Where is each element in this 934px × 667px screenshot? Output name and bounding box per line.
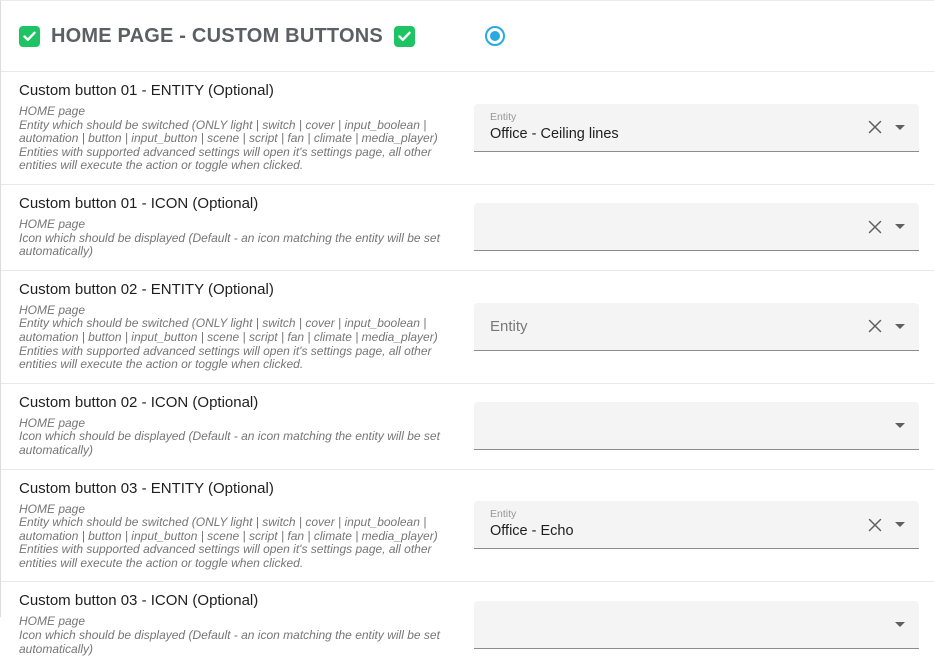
setting-description: HOME page Icon which should be displayed (Default - an icon matching the entity will be set automatically) bbox=[19, 614, 440, 656]
setting-row-button03-icon bbox=[1, 581, 934, 667]
setting-title: Custom button 02 - ENTITY (Optional) bbox=[19, 280, 274, 298]
checkmark-icon bbox=[23, 31, 36, 42]
setting-description: HOME page Icon which should be displayed (Default - an icon matching the entity will be set automatically) bbox=[19, 415, 440, 457]
clear-icon[interactable] bbox=[866, 218, 884, 236]
setting-row-button03-entity bbox=[1, 469, 934, 582]
checkmark-icon bbox=[398, 31, 411, 42]
entity-dropdown-button03[interactable] bbox=[474, 501, 919, 549]
setting-row-button01-entity bbox=[1, 71, 934, 184]
setting-description: HOME page Icon which should be displayed (Default - an icon matching the entity will be set automatically) bbox=[19, 216, 440, 259]
section-title: HOME PAGE - CUSTOM BUTTONS bbox=[51, 24, 383, 47]
dropdown-caret-icon[interactable] bbox=[895, 125, 905, 130]
section-checkbox-left[interactable] bbox=[19, 26, 40, 47]
dropdown-caret-icon[interactable] bbox=[895, 522, 905, 527]
clear-icon[interactable] bbox=[866, 118, 884, 136]
entity-dropdown-button01[interactable] bbox=[474, 104, 919, 152]
clear-icon[interactable] bbox=[866, 317, 884, 335]
setting-description: HOME page Entity which should be switched (ONLY light | switch | cover | input_boolean | automation | button | input_button | scene | script | fan | climate | media_player) Entities with supported advanced settings will open it's settings page, all other entities will execute the action or toggle when clicked. bbox=[19, 501, 438, 570]
setting-description: HOME page Entity which should be switched (ONLY light | switch | cover | input_boolean | automation | button | input_button | scene | script | fan | climate | media_player) Entities with supported advanced settings will open it's settings page, all other entities will execute the action or toggle when clicked. bbox=[19, 302, 438, 372]
setting-title: Custom button 03 - ICON (Optional) bbox=[19, 592, 259, 610]
field-label: Entity bbox=[490, 508, 517, 521]
setting-row-button02-entity bbox=[1, 270, 934, 383]
setting-title: Custom button 01 - ICON (Optional) bbox=[19, 194, 259, 212]
icon-dropdown-button01[interactable] bbox=[474, 203, 919, 251]
setting-title: Custom button 01 - ENTITY (Optional) bbox=[19, 82, 274, 99]
field-label: Entity bbox=[490, 110, 517, 123]
setting-description: HOME page Entity which should be switched (ONLY light | switch | cover | input_boolean | automation | button | input_button | scene | script | fan | climate | media_player) Entities with supported advanced settings will open it's settings page, all other entities will execute the action or toggle when clicked. bbox=[19, 104, 438, 173]
section-radio-icon[interactable] bbox=[485, 26, 505, 46]
dropdown-caret-icon[interactable] bbox=[895, 224, 905, 229]
dropdown-caret-icon[interactable] bbox=[895, 423, 905, 428]
setting-title: Custom button 02 - ICON (Optional) bbox=[19, 393, 259, 411]
section-checkbox-right[interactable] bbox=[394, 26, 415, 47]
setting-row-button02-icon bbox=[1, 383, 934, 469]
setting-row-button01-icon bbox=[1, 184, 934, 270]
field-placeholder: Entity bbox=[490, 317, 528, 335]
section-header bbox=[1, 1, 934, 71]
dropdown-caret-icon[interactable] bbox=[895, 324, 905, 329]
icon-dropdown-button02[interactable] bbox=[474, 402, 919, 450]
entity-dropdown-button02[interactable] bbox=[474, 303, 919, 351]
clear-icon[interactable] bbox=[866, 516, 884, 534]
icon-dropdown-button03[interactable] bbox=[474, 601, 919, 649]
field-value: Office - Ceiling lines bbox=[490, 125, 619, 142]
dropdown-caret-icon[interactable] bbox=[895, 622, 905, 627]
field-value: Office - Echo bbox=[490, 523, 574, 540]
radio-dot bbox=[490, 31, 500, 41]
setting-title: Custom button 03 - ENTITY (Optional) bbox=[19, 479, 274, 497]
